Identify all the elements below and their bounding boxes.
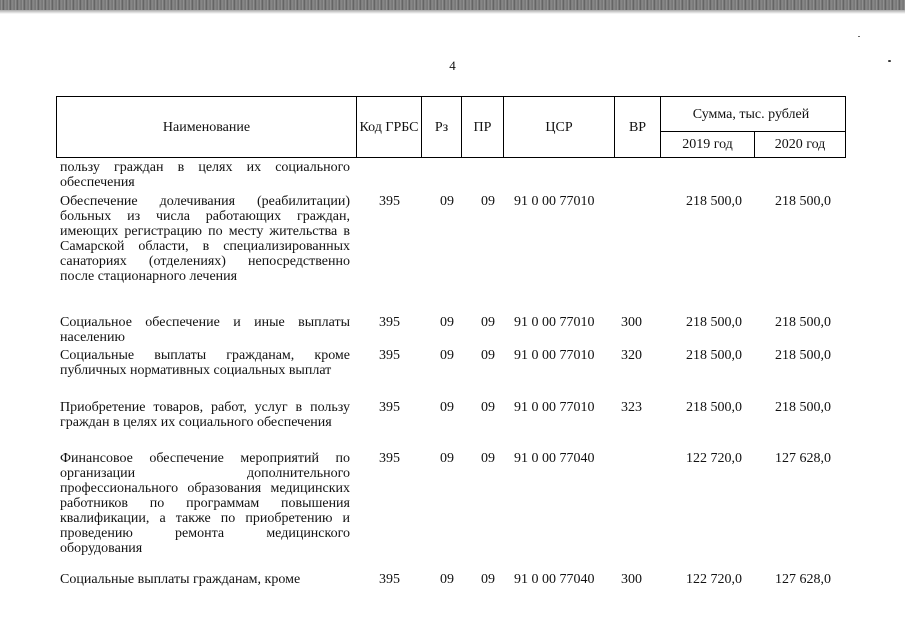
cell-csr: 91 0 00 77010 bbox=[514, 348, 595, 363]
cell-csr: 91 0 00 77010 bbox=[514, 400, 595, 415]
cell-code: 395 bbox=[379, 194, 400, 209]
cell-rz: 09 bbox=[440, 315, 454, 330]
cell-csr: 91 0 00 77010 bbox=[514, 194, 595, 209]
table-row-name: Социальные выплаты гражданам, кроме bbox=[60, 572, 301, 587]
cell-vr: 320 bbox=[621, 348, 642, 363]
table-header bbox=[56, 96, 846, 158]
table-row-name: пользу граждан в целях их социального обеспечения bbox=[60, 160, 350, 190]
cell-sum-2019: 218 500,0 bbox=[686, 194, 742, 209]
cell-rz: 09 bbox=[440, 572, 454, 587]
cell-csr: 91 0 00 77040 bbox=[514, 451, 595, 466]
cell-sum-2019: 218 500,0 bbox=[686, 400, 742, 415]
cell-csr: 91 0 00 77010 bbox=[514, 315, 595, 330]
cell-sum-2019: 122 720,0 bbox=[686, 451, 742, 466]
cell-sum-2019: 218 500,0 bbox=[686, 315, 742, 330]
page-number: 4 bbox=[449, 58, 456, 73]
cell-sum-2020: 218 500,0 bbox=[775, 194, 831, 209]
header-vr: ВР bbox=[628, 119, 647, 135]
cell-pr: 09 bbox=[481, 194, 495, 209]
header-rz: Рз bbox=[434, 119, 449, 135]
cell-sum-2020: 218 500,0 bbox=[775, 315, 831, 330]
cell-pr: 09 bbox=[481, 400, 495, 415]
cell-vr: 300 bbox=[621, 572, 642, 587]
table-row-name: Финансовое обеспечение мероприятий по организации дополнительного профессионального образования медицинских работников по программам повышения квалификации, а также по приобретению и проведению ремонта медицинского оборудования bbox=[60, 451, 350, 556]
table-row-name: Социальные выплаты гражданам, кроме публичных нормативных социальных выплат bbox=[60, 348, 350, 378]
cell-vr: 300 bbox=[621, 315, 642, 330]
header-name: Наименование bbox=[162, 119, 251, 135]
table-row-name: Приобретение товаров, работ, услуг в пользу граждан в целях их социального обеспечения bbox=[60, 400, 350, 430]
header-year-2020: 2020 год bbox=[774, 136, 826, 152]
cell-pr: 09 bbox=[481, 572, 495, 587]
cell-code: 395 bbox=[379, 572, 400, 587]
table-row-name: Обеспечение долечивания (реабилитации) больных из числа работающих граждан, имеющих регистрацию по месту жительства в Самарской области, в специализированных санаториях (отделениях) непосредственно после стационарного лечения bbox=[60, 194, 350, 284]
cell-sum-2020: 218 500,0 bbox=[775, 400, 831, 415]
header-pr: ПР bbox=[473, 119, 492, 135]
table-row-name: Социальное обеспечение и иные выплаты населению bbox=[60, 315, 350, 345]
scan-speck bbox=[858, 36, 860, 37]
cell-code: 395 bbox=[379, 451, 400, 466]
cell-pr: 09 bbox=[481, 348, 495, 363]
header-sum: Сумма, тыс. рублей bbox=[692, 106, 810, 122]
cell-pr: 09 bbox=[481, 315, 495, 330]
cell-sum-2019: 218 500,0 bbox=[686, 348, 742, 363]
cell-csr: 91 0 00 77040 bbox=[514, 572, 595, 587]
cell-rz: 09 bbox=[440, 400, 454, 415]
cell-code: 395 bbox=[379, 400, 400, 415]
cell-rz: 09 bbox=[440, 194, 454, 209]
header-csr: ЦСР bbox=[545, 119, 573, 135]
cell-vr: 323 bbox=[621, 400, 642, 415]
header-year-2019: 2019 год bbox=[682, 136, 733, 152]
scan-edge bbox=[0, 0, 905, 14]
cell-code: 395 bbox=[379, 348, 400, 363]
header-code: Код ГРБС bbox=[359, 119, 419, 135]
cell-code: 395 bbox=[379, 315, 400, 330]
cell-sum-2020: 218 500,0 bbox=[775, 348, 831, 363]
cell-sum-2020: 127 628,0 bbox=[775, 451, 831, 466]
cell-sum-2020: 127 628,0 bbox=[775, 572, 831, 587]
cell-pr: 09 bbox=[481, 451, 495, 466]
cell-rz: 09 bbox=[440, 451, 454, 466]
cell-sum-2019: 122 720,0 bbox=[686, 572, 742, 587]
cell-rz: 09 bbox=[440, 348, 454, 363]
